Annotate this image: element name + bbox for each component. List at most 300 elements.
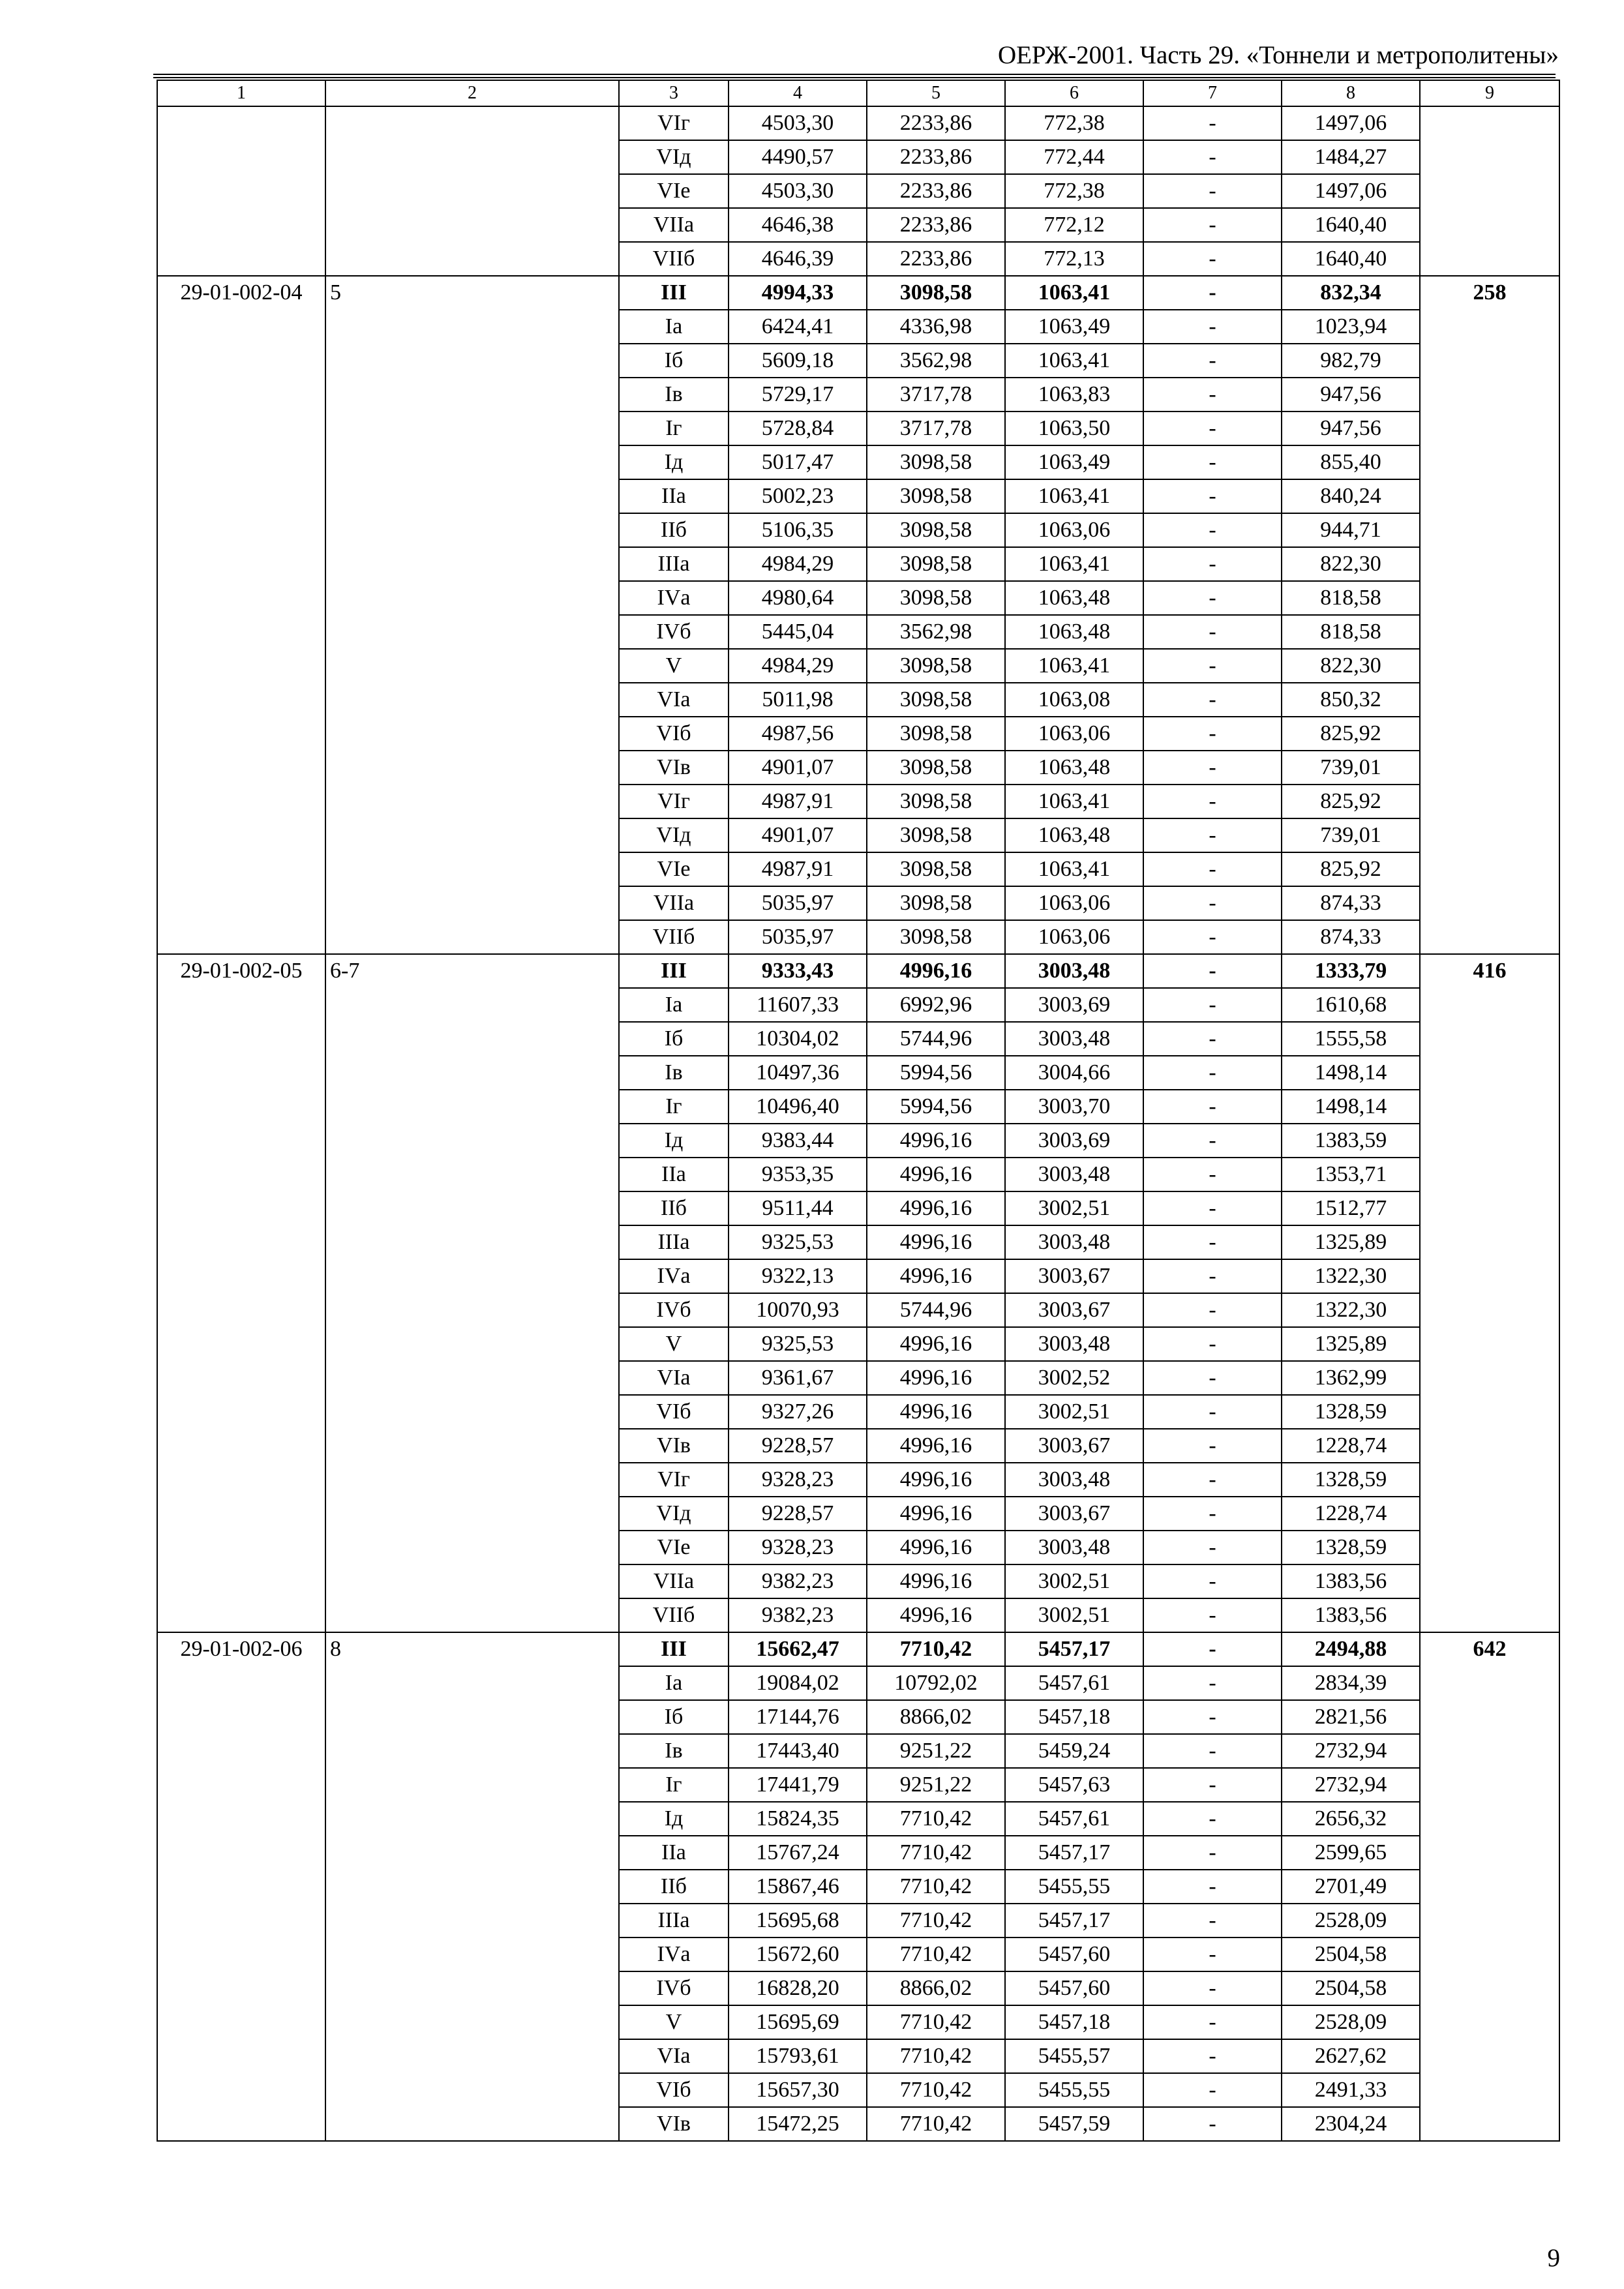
value-cell: 3098,58 — [867, 276, 1005, 310]
value-cell: 3003,69 — [1005, 988, 1143, 1022]
zone-cell: VIв — [619, 751, 729, 785]
value-cell: 5445,04 — [729, 615, 867, 649]
value-cell: 1063,49 — [1005, 310, 1143, 344]
value-cell: 4987,91 — [729, 852, 867, 886]
value-cell: - — [1143, 1090, 1282, 1124]
value-cell: 772,12 — [1005, 208, 1143, 242]
value-cell: 3003,67 — [1005, 1259, 1143, 1293]
header-rule — [153, 74, 1556, 75]
value-cell: 2656,32 — [1282, 1802, 1420, 1836]
value-cell: 855,40 — [1282, 445, 1420, 479]
value-cell: 2504,58 — [1282, 1971, 1420, 2005]
value-cell: 1063,06 — [1005, 717, 1143, 751]
zone-cell: Iд — [619, 1124, 729, 1158]
group-number-cell: 6-7 — [325, 954, 619, 1632]
zone-cell: VIв — [619, 2107, 729, 2141]
value-cell: 9382,23 — [729, 1564, 867, 1598]
value-cell: 4996,16 — [867, 1361, 1005, 1395]
rate-code-cell — [157, 106, 325, 276]
value-cell: 17144,76 — [729, 1700, 867, 1734]
zone-cell: IVб — [619, 1971, 729, 2005]
value-cell: 3562,98 — [867, 344, 1005, 378]
value-cell: - — [1143, 1191, 1282, 1225]
value-cell: 1063,41 — [1005, 344, 1143, 378]
column-header: 9 — [1420, 80, 1559, 106]
value-cell: 4996,16 — [867, 1531, 1005, 1564]
value-cell: 2528,09 — [1282, 1904, 1420, 1937]
value-cell: 4980,64 — [729, 581, 867, 615]
column-header: 6 — [1005, 80, 1143, 106]
value-cell: - — [1143, 1293, 1282, 1327]
zone-cell: IIа — [619, 479, 729, 513]
zone-cell: VIв — [619, 1429, 729, 1463]
column-number-row — [157, 80, 1559, 106]
value-cell: 4646,38 — [729, 208, 867, 242]
value-cell: - — [1143, 1429, 1282, 1463]
value-cell: 3098,58 — [867, 751, 1005, 785]
value-cell: 1063,41 — [1005, 276, 1143, 310]
zone-cell: Iд — [619, 445, 729, 479]
value-cell: 2627,62 — [1282, 2039, 1420, 2073]
value-cell: 1063,48 — [1005, 581, 1143, 615]
zone-cell: III — [619, 276, 729, 310]
value-cell: 4996,16 — [867, 1259, 1005, 1293]
value-cell: - — [1143, 1937, 1282, 1971]
value-cell: - — [1143, 886, 1282, 920]
value-cell: 7710,42 — [867, 1632, 1005, 1666]
value-cell: 832,34 — [1282, 276, 1420, 310]
value-cell: 5457,17 — [1005, 1904, 1143, 1937]
value-cell: 5457,60 — [1005, 1971, 1143, 2005]
value-cell: 2233,86 — [867, 106, 1005, 140]
value-cell: 3002,51 — [1005, 1191, 1143, 1225]
zone-cell: VIе — [619, 852, 729, 886]
value-cell: 5459,24 — [1005, 1734, 1143, 1768]
value-cell: 1023,94 — [1282, 310, 1420, 344]
value-cell: 3098,58 — [867, 683, 1005, 717]
zone-cell: VIа — [619, 1361, 729, 1395]
value-cell: 3098,58 — [867, 852, 1005, 886]
value-cell: 2233,86 — [867, 174, 1005, 208]
value-cell: 9251,22 — [867, 1768, 1005, 1802]
value-cell: 4996,16 — [867, 1598, 1005, 1632]
value-cell: 7710,42 — [867, 1904, 1005, 1937]
value-cell: 5455,55 — [1005, 2073, 1143, 2107]
value-cell: 5017,47 — [729, 445, 867, 479]
value-cell: 9325,53 — [729, 1327, 867, 1361]
value-cell: - — [1143, 445, 1282, 479]
value-cell: 1228,74 — [1282, 1497, 1420, 1531]
zone-cell: V — [619, 1327, 729, 1361]
value-cell: 5035,97 — [729, 886, 867, 920]
value-cell: 4503,30 — [729, 174, 867, 208]
value-cell: 15657,30 — [729, 2073, 867, 2107]
value-cell: 947,56 — [1282, 411, 1420, 445]
value-cell: - — [1143, 1564, 1282, 1598]
value-cell: 10304,02 — [729, 1022, 867, 1056]
value-cell: 1640,40 — [1282, 242, 1420, 276]
value-cell: 5035,97 — [729, 920, 867, 954]
value-cell: 10070,93 — [729, 1293, 867, 1327]
value-cell: 3003,67 — [1005, 1293, 1143, 1327]
value-cell: 1063,06 — [1005, 886, 1143, 920]
zone-cell: VIIб — [619, 1598, 729, 1632]
zone-cell: Iг — [619, 411, 729, 445]
value-cell: 5455,55 — [1005, 1870, 1143, 1904]
value-cell: 1063,41 — [1005, 785, 1143, 818]
value-cell: 1325,89 — [1282, 1225, 1420, 1259]
value-cell: 5609,18 — [729, 344, 867, 378]
value-cell: 5457,17 — [1005, 1632, 1143, 1666]
value-cell: 3003,48 — [1005, 1225, 1143, 1259]
value-cell: 1328,59 — [1282, 1531, 1420, 1564]
value-cell: 5457,17 — [1005, 1836, 1143, 1870]
column-header: 5 — [867, 80, 1005, 106]
value-cell: 2504,58 — [1282, 1937, 1420, 1971]
zone-cell: IVа — [619, 1259, 729, 1293]
zone-cell: IIа — [619, 1836, 729, 1870]
value-cell: 2701,49 — [1282, 1870, 1420, 1904]
value-cell: 7710,42 — [867, 1937, 1005, 1971]
value-cell: 5744,96 — [867, 1022, 1005, 1056]
value-cell: 4996,16 — [867, 1497, 1005, 1531]
zone-cell: VIб — [619, 2073, 729, 2107]
value-cell: - — [1143, 1395, 1282, 1429]
value-cell: 5728,84 — [729, 411, 867, 445]
value-cell: - — [1143, 1802, 1282, 1836]
zone-cell: IIIа — [619, 1904, 729, 1937]
value-cell: 15867,46 — [729, 1870, 867, 1904]
value-cell: 4996,16 — [867, 1191, 1005, 1225]
value-cell: 3562,98 — [867, 615, 1005, 649]
value-cell: 9383,44 — [729, 1124, 867, 1158]
value-cell: - — [1143, 1971, 1282, 2005]
value-cell: - — [1143, 1056, 1282, 1090]
value-cell: - — [1143, 2005, 1282, 2039]
value-cell: 2821,56 — [1282, 1700, 1420, 1734]
value-cell: 2233,86 — [867, 242, 1005, 276]
zone-cell: Iв — [619, 1056, 729, 1090]
value-cell: 739,01 — [1282, 818, 1420, 852]
zone-cell: Iв — [619, 1734, 729, 1768]
value-cell: 1328,59 — [1282, 1395, 1420, 1429]
value-cell: 4901,07 — [729, 751, 867, 785]
value-cell: 15695,68 — [729, 1904, 867, 1937]
zone-cell: VIд — [619, 1497, 729, 1531]
value-cell: 1063,48 — [1005, 818, 1143, 852]
zone-cell: IIб — [619, 513, 729, 547]
zone-cell: VIа — [619, 2039, 729, 2073]
zone-cell: V — [619, 649, 729, 683]
value-cell: 15472,25 — [729, 2107, 867, 2141]
group-number-cell: 5 — [325, 276, 619, 954]
value-cell: - — [1143, 378, 1282, 411]
zone-cell: Iб — [619, 1022, 729, 1056]
value-cell: 850,32 — [1282, 683, 1420, 717]
zone-cell: Iг — [619, 1090, 729, 1124]
value-cell: 3003,67 — [1005, 1429, 1143, 1463]
value-cell: - — [1143, 1124, 1282, 1158]
value-cell: 1063,50 — [1005, 411, 1143, 445]
value-cell: 5106,35 — [729, 513, 867, 547]
zone-cell: Iв — [619, 378, 729, 411]
value-cell: 3003,48 — [1005, 1531, 1143, 1564]
rate-code-cell: 29-01-002-05 — [157, 954, 325, 1632]
value-cell: - — [1143, 1904, 1282, 1937]
value-cell: 1328,59 — [1282, 1463, 1420, 1497]
value-cell: 4987,56 — [729, 717, 867, 751]
table-row — [157, 106, 1559, 140]
value-cell: - — [1143, 1361, 1282, 1395]
zone-cell: VIд — [619, 140, 729, 174]
value-cell: 2732,94 — [1282, 1768, 1420, 1802]
value-cell: 9382,23 — [729, 1598, 867, 1632]
value-cell: 818,58 — [1282, 615, 1420, 649]
zone-cell: IIб — [619, 1191, 729, 1225]
value-cell: - — [1143, 581, 1282, 615]
value-cell: 2491,33 — [1282, 2073, 1420, 2107]
zone-cell: VIг — [619, 1463, 729, 1497]
value-cell: 2304,24 — [1282, 2107, 1420, 2141]
table-row — [157, 1632, 1559, 1666]
value-cell: 4984,29 — [729, 649, 867, 683]
value-cell: 1640,40 — [1282, 208, 1420, 242]
value-cell: - — [1143, 1836, 1282, 1870]
value-cell: 1063,06 — [1005, 513, 1143, 547]
value-cell: 1383,56 — [1282, 1564, 1420, 1598]
value-cell: 5457,61 — [1005, 1802, 1143, 1836]
value-cell: 1063,41 — [1005, 852, 1143, 886]
group-number-cell — [325, 106, 619, 276]
value-cell: 772,13 — [1005, 242, 1143, 276]
value-cell: 825,92 — [1282, 785, 1420, 818]
value-cell: 9328,23 — [729, 1463, 867, 1497]
value-cell: - — [1143, 988, 1282, 1022]
value-cell: 3098,58 — [867, 445, 1005, 479]
value-cell: 874,33 — [1282, 886, 1420, 920]
rate-code-cell: 29-01-002-04 — [157, 276, 325, 954]
value-cell: 3003,48 — [1005, 1463, 1143, 1497]
value-cell: 9322,13 — [729, 1259, 867, 1293]
rate-code-cell: 29-01-002-06 — [157, 1632, 325, 2141]
value-cell: 1333,79 — [1282, 954, 1420, 988]
value-cell: 1497,06 — [1282, 174, 1420, 208]
value-cell: 5457,63 — [1005, 1768, 1143, 1802]
value-cell: 8866,02 — [867, 1700, 1005, 1734]
zone-cell: VIе — [619, 1531, 729, 1564]
value-cell: 3003,67 — [1005, 1497, 1143, 1531]
value-cell: 7710,42 — [867, 1802, 1005, 1836]
value-cell: 15672,60 — [729, 1937, 867, 1971]
table-row — [157, 276, 1559, 310]
labor-cost-cell — [1420, 106, 1559, 276]
value-cell: 2233,86 — [867, 208, 1005, 242]
zone-cell: VIIа — [619, 208, 729, 242]
value-cell: - — [1143, 140, 1282, 174]
value-cell: - — [1143, 1598, 1282, 1632]
value-cell: 1555,58 — [1282, 1022, 1420, 1056]
value-cell: 10497,36 — [729, 1056, 867, 1090]
value-cell: 1497,06 — [1282, 106, 1420, 140]
value-cell: 3098,58 — [867, 581, 1005, 615]
value-cell: - — [1143, 852, 1282, 886]
value-cell: 7710,42 — [867, 2005, 1005, 2039]
value-cell: 1322,30 — [1282, 1293, 1420, 1327]
value-cell: 5002,23 — [729, 479, 867, 513]
rates-table — [157, 80, 1560, 2142]
value-cell: - — [1143, 818, 1282, 852]
value-cell: 7710,42 — [867, 1870, 1005, 1904]
value-cell: - — [1143, 785, 1282, 818]
zone-cell: VIIб — [619, 920, 729, 954]
value-cell: - — [1143, 1666, 1282, 1700]
value-cell: 6992,96 — [867, 988, 1005, 1022]
zone-cell: Iа — [619, 310, 729, 344]
value-cell: 5994,56 — [867, 1090, 1005, 1124]
value-cell: - — [1143, 1768, 1282, 1802]
value-cell: 5011,98 — [729, 683, 867, 717]
value-cell: 4996,16 — [867, 1158, 1005, 1191]
value-cell: - — [1143, 2107, 1282, 2141]
value-cell: 7710,42 — [867, 2039, 1005, 2073]
zone-cell: VIг — [619, 785, 729, 818]
value-cell: 772,38 — [1005, 106, 1143, 140]
value-cell: 4996,16 — [867, 1564, 1005, 1598]
value-cell: 947,56 — [1282, 378, 1420, 411]
value-cell: - — [1143, 242, 1282, 276]
value-cell: 5457,61 — [1005, 1666, 1143, 1700]
value-cell: 2732,94 — [1282, 1734, 1420, 1768]
column-header: 1 — [157, 80, 325, 106]
value-cell: 772,38 — [1005, 174, 1143, 208]
value-cell: 3098,58 — [867, 886, 1005, 920]
zone-cell: V — [619, 2005, 729, 2039]
value-cell: 1228,74 — [1282, 1429, 1420, 1463]
value-cell: 2834,39 — [1282, 1666, 1420, 1700]
zone-cell: IVа — [619, 581, 729, 615]
zone-cell: VIд — [619, 818, 729, 852]
value-cell: 3003,48 — [1005, 954, 1143, 988]
value-cell: 1353,71 — [1282, 1158, 1420, 1191]
value-cell: 1063,41 — [1005, 547, 1143, 581]
table-body — [157, 106, 1559, 2141]
value-cell: 9328,23 — [729, 1531, 867, 1564]
value-cell: 9361,67 — [729, 1361, 867, 1395]
value-cell: - — [1143, 310, 1282, 344]
value-cell: 4336,98 — [867, 310, 1005, 344]
value-cell: 3098,58 — [867, 717, 1005, 751]
value-cell: 3003,70 — [1005, 1090, 1143, 1124]
zone-cell: III — [619, 1632, 729, 1666]
value-cell: 2494,88 — [1282, 1632, 1420, 1666]
zone-cell: IIб — [619, 1870, 729, 1904]
value-cell: 17443,40 — [729, 1734, 867, 1768]
value-cell: 1610,68 — [1282, 988, 1420, 1022]
value-cell: 2599,65 — [1282, 1836, 1420, 1870]
value-cell: 8866,02 — [867, 1971, 1005, 2005]
value-cell: 9327,26 — [729, 1395, 867, 1429]
value-cell: - — [1143, 751, 1282, 785]
value-cell: 1063,48 — [1005, 751, 1143, 785]
value-cell: 4503,30 — [729, 106, 867, 140]
zone-cell: VIIа — [619, 886, 729, 920]
value-cell: 1063,83 — [1005, 378, 1143, 411]
document-title: ОЕРЖ-2001. Часть 29. «Тоннели и метрополитены» — [997, 41, 1559, 69]
value-cell: - — [1143, 1327, 1282, 1361]
column-header: 4 — [729, 80, 867, 106]
value-cell: - — [1143, 479, 1282, 513]
value-cell: 6424,41 — [729, 310, 867, 344]
value-cell: 822,30 — [1282, 547, 1420, 581]
value-cell: - — [1143, 2073, 1282, 2107]
value-cell: 3098,58 — [867, 818, 1005, 852]
value-cell: 3098,58 — [867, 547, 1005, 581]
value-cell: 840,24 — [1282, 479, 1420, 513]
value-cell: 5994,56 — [867, 1056, 1005, 1090]
value-cell: 4996,16 — [867, 1395, 1005, 1429]
labor-cost-cell: 642 — [1420, 1632, 1559, 2141]
column-header: 7 — [1143, 80, 1282, 106]
zone-cell: IVб — [619, 1293, 729, 1327]
value-cell: 5457,18 — [1005, 1700, 1143, 1734]
value-cell: 3004,66 — [1005, 1056, 1143, 1090]
value-cell: 739,01 — [1282, 751, 1420, 785]
value-cell: 1322,30 — [1282, 1259, 1420, 1293]
value-cell: - — [1143, 344, 1282, 378]
value-cell: 15662,47 — [729, 1632, 867, 1666]
column-header: 8 — [1282, 80, 1420, 106]
value-cell: 3003,48 — [1005, 1022, 1143, 1056]
value-cell: 9325,53 — [729, 1225, 867, 1259]
zone-cell: VIIа — [619, 1564, 729, 1598]
value-cell: 16828,20 — [729, 1971, 867, 2005]
value-cell: 1325,89 — [1282, 1327, 1420, 1361]
value-cell: 3098,58 — [867, 479, 1005, 513]
value-cell: - — [1143, 954, 1282, 988]
value-cell: 9353,35 — [729, 1158, 867, 1191]
value-cell: - — [1143, 1870, 1282, 1904]
zone-cell: IIIа — [619, 547, 729, 581]
value-cell: 4987,91 — [729, 785, 867, 818]
value-cell: 944,71 — [1282, 513, 1420, 547]
value-cell: 1362,99 — [1282, 1361, 1420, 1395]
value-cell: 5457,60 — [1005, 1937, 1143, 1971]
zone-cell: Iб — [619, 344, 729, 378]
zone-cell: VIб — [619, 1395, 729, 1429]
value-cell: 772,44 — [1005, 140, 1143, 174]
value-cell: 3002,51 — [1005, 1598, 1143, 1632]
header-rule-secondary — [153, 77, 1556, 78]
zone-cell: VIIб — [619, 242, 729, 276]
value-cell: 15824,35 — [729, 1802, 867, 1836]
zone-cell: VIб — [619, 717, 729, 751]
value-cell: - — [1143, 276, 1282, 310]
value-cell: 1498,14 — [1282, 1090, 1420, 1124]
value-cell: 5729,17 — [729, 378, 867, 411]
value-cell: 3098,58 — [867, 649, 1005, 683]
value-cell: 15793,61 — [729, 2039, 867, 2073]
zone-cell: Iа — [619, 988, 729, 1022]
value-cell: 3002,52 — [1005, 1361, 1143, 1395]
labor-cost-cell: 258 — [1420, 276, 1559, 954]
value-cell: - — [1143, 1734, 1282, 1768]
value-cell: 2528,09 — [1282, 2005, 1420, 2039]
value-cell: - — [1143, 1022, 1282, 1056]
value-cell: 4996,16 — [867, 1429, 1005, 1463]
value-cell: 822,30 — [1282, 649, 1420, 683]
value-cell: 15695,69 — [729, 2005, 867, 2039]
value-cell: - — [1143, 411, 1282, 445]
